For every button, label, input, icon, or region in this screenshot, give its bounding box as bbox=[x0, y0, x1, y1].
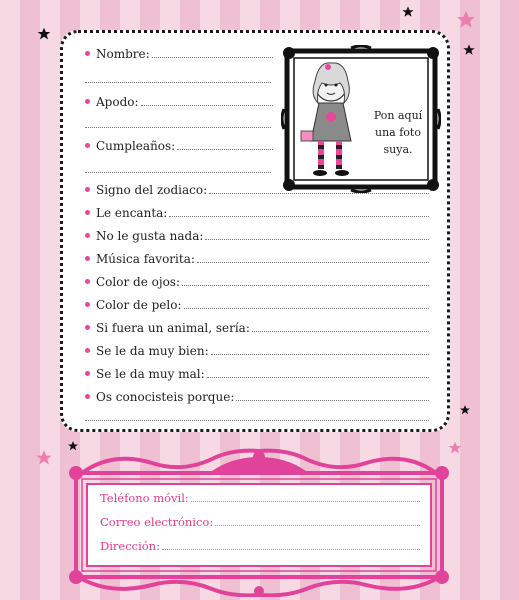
write-line bbox=[205, 238, 429, 240]
field-cumpleanos[interactable] bbox=[85, 139, 273, 153]
bullet-icon bbox=[85, 371, 90, 376]
write-line bbox=[197, 261, 429, 263]
field-label: Os conocisteis porque: bbox=[96, 390, 235, 404]
field-label: Color de pelo: bbox=[96, 298, 182, 312]
write-line bbox=[169, 215, 429, 217]
star-icon bbox=[457, 11, 475, 28]
field-musica-favorita[interactable] bbox=[85, 252, 429, 266]
write-line bbox=[207, 376, 429, 378]
profile-card bbox=[60, 30, 450, 432]
write-line bbox=[252, 330, 429, 332]
field-label: Signo del zodiaco: bbox=[96, 183, 208, 197]
star-icon bbox=[463, 44, 474, 54]
bullet-icon bbox=[85, 99, 90, 104]
field-label: Nombre: bbox=[96, 47, 150, 61]
field-muy-mal[interactable] bbox=[85, 367, 429, 381]
bullet-icon bbox=[85, 233, 90, 238]
field-animal[interactable] bbox=[85, 321, 429, 335]
contact-box bbox=[86, 483, 432, 567]
bullet-icon bbox=[85, 210, 90, 215]
write-line bbox=[211, 353, 429, 355]
field-label: Teléfono móvil: bbox=[100, 491, 189, 505]
field-label: Apodo: bbox=[96, 95, 139, 109]
field-label: Se le da muy bien: bbox=[96, 344, 209, 358]
field-label: Se le da muy mal: bbox=[96, 367, 205, 381]
write-line bbox=[141, 104, 273, 106]
write-line bbox=[236, 399, 429, 401]
write-line bbox=[215, 524, 420, 526]
write-line bbox=[182, 284, 429, 286]
field-color-pelo[interactable] bbox=[85, 298, 429, 312]
star-icon bbox=[460, 405, 470, 414]
bullet-icon bbox=[85, 302, 90, 307]
field-apodo[interactable] bbox=[85, 95, 273, 109]
field-os-conocisteis[interactable] bbox=[85, 390, 429, 404]
contact-section bbox=[62, 447, 456, 597]
photo-caption: Pon aquí una foto suya. bbox=[373, 109, 423, 156]
write-line bbox=[85, 126, 271, 128]
bullet-icon bbox=[85, 187, 90, 192]
field-nombre[interactable] bbox=[85, 47, 273, 61]
field-label: Dirección: bbox=[100, 539, 160, 553]
field-label: Cumpleaños: bbox=[96, 139, 176, 153]
field-label: Color de ojos: bbox=[96, 275, 180, 289]
bullet-icon bbox=[85, 394, 90, 399]
field-label: Correo electrónico: bbox=[100, 515, 214, 529]
field-telefono-movil[interactable] bbox=[100, 491, 420, 505]
star-icon bbox=[402, 6, 413, 16]
bullet-icon bbox=[85, 256, 90, 261]
write-line bbox=[85, 81, 271, 83]
field-muy-bien[interactable] bbox=[85, 344, 429, 358]
field-correo-electronico[interactable] bbox=[100, 515, 420, 529]
field-label: Música favorita: bbox=[96, 252, 195, 266]
write-line bbox=[162, 548, 420, 550]
star-icon bbox=[36, 450, 51, 464]
bullet-icon bbox=[85, 348, 90, 353]
girl-illustration bbox=[301, 63, 351, 176]
field-direccion[interactable] bbox=[100, 539, 420, 553]
write-line bbox=[152, 56, 273, 58]
star-icon bbox=[38, 28, 51, 40]
bullet-icon bbox=[85, 143, 90, 148]
field-no-le-gusta[interactable] bbox=[85, 229, 429, 243]
write-line bbox=[177, 148, 273, 150]
field-le-encanta[interactable] bbox=[85, 206, 429, 220]
field-label: Le encanta: bbox=[96, 206, 168, 220]
field-label: No le gusta nada: bbox=[96, 229, 204, 243]
field-color-ojos[interactable] bbox=[85, 275, 429, 289]
write-line bbox=[85, 171, 271, 173]
write-line bbox=[191, 500, 420, 502]
photo-frame[interactable] bbox=[281, 45, 441, 193]
bullet-icon bbox=[85, 51, 90, 56]
field-label: Si fuera un animal, sería: bbox=[96, 321, 250, 335]
bullet-icon bbox=[85, 325, 90, 330]
write-line bbox=[85, 419, 429, 421]
write-line bbox=[184, 307, 429, 309]
bullet-icon bbox=[85, 279, 90, 284]
